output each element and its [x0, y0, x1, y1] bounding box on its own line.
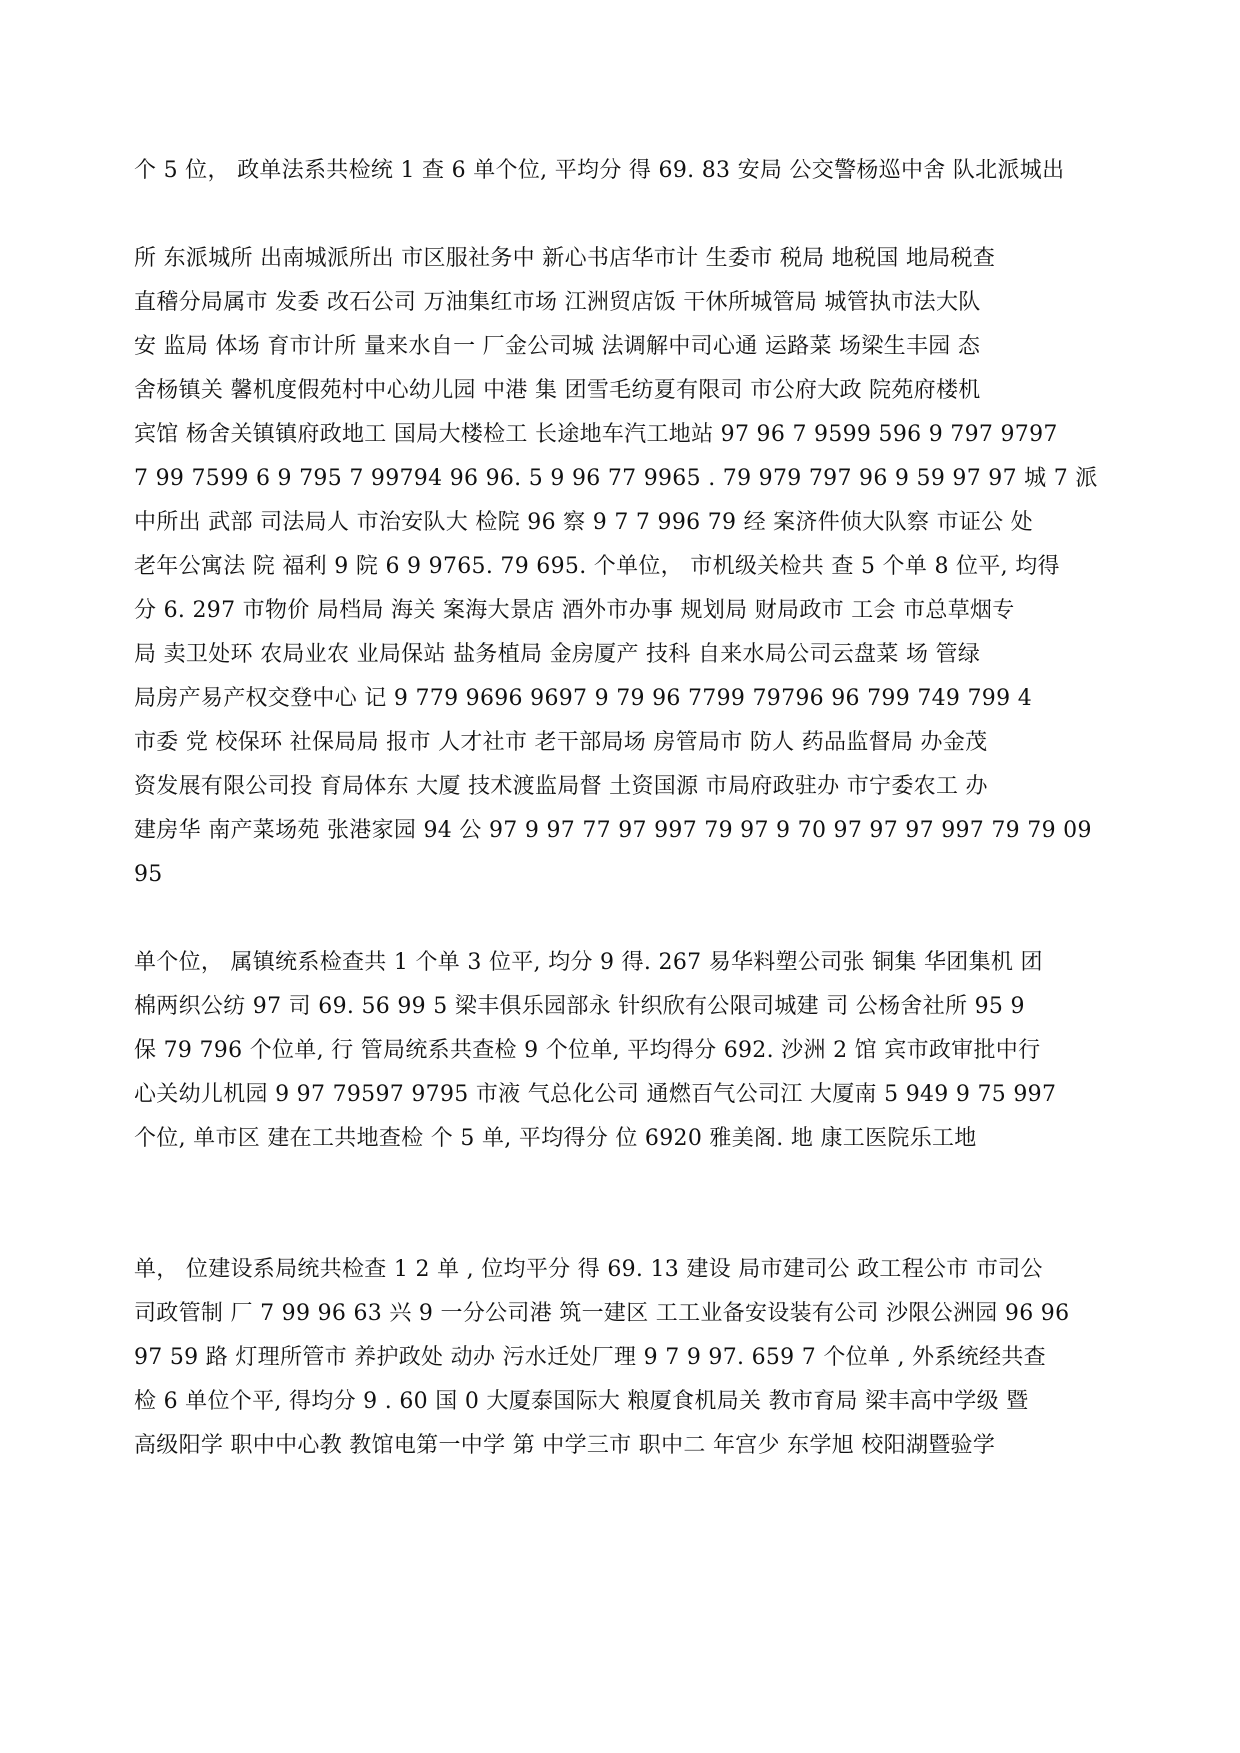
paragraph-4-line-2: 司政管制 厂 7 99 96 63 兴 9 一分公司港 筑一建区 工工业备安设装有公司 沙限公洲园 96 96	[134, 1301, 1070, 1326]
paragraph-2-line-7: 中所出 武部 司法局人 市治安队大 检院 96 察 9 7 7 996 79 经 案济件侦大队察 市证公 处	[134, 510, 1034, 535]
paragraph-2-line-11: 局房产易产权交登中心 记 9 779 9696 9697 9 79 96 7799 79796 96 799 749 799 4	[134, 686, 1032, 711]
paragraph-2-line-8: 老年公寓法 院 福利 9 院 6 9 9765. 79 695. 个单位， 市机级关检共 查 5 个单 8 位平, 均得	[134, 554, 1060, 579]
paragraph-3-line-3: 保 79 796 个位单, 行 管局统系共查检 9 个位单, 平均得分 692. 沙洲 2 馆 宾市政审批中行	[134, 1038, 1041, 1063]
paragraph-2-line-14: 建房华 南产菜场苑 张港家园 94 公 97 9 97 77 97 997 79 97 9 70 97 97 97 997 79 79 09	[134, 818, 1092, 843]
paragraph-4-line-4: 检 6 单位个平, 得均分 9 . 60 国 0 大厦泰国际大 粮厦食机局关 教市育局 梁丰高中学级 暨	[134, 1389, 1029, 1414]
paragraph-2-line-5: 宾馆 杨舍关镇镇府政地工 国局大楼检工 长途地车汽工地站 97 96 7 9599 596 9 797 9797	[134, 422, 1058, 447]
paragraph-2-line-10: 局 卖卫处环 农局业农 业局保站 盐务植局 金房厦产 技科 自来水局公司云盘菜 场 管绿	[134, 642, 981, 667]
paragraph-2-line-6: 7 99 7599 6 9 795 7 99794 96 96. 5 9 96 77 9965 . 79 979 797 96 9 59 97 97 城 7 派	[134, 466, 1098, 491]
paragraph-3-line-5: 个位, 单市区 建在工共地查检 个 5 单, 平均得分 位 6920 雅美阁. 地 康工医院乐工地	[134, 1126, 977, 1151]
paragraph-2-line-9: 分 6. 297 市物价 局档局 海关 案海大景店 酒外市办事 规划局 财局政市 工会 市总草烟专	[134, 598, 1015, 623]
paragraph-2-line-13: 资发展有限公司投 育局体东 大厦 技术渡监局督 土资国源 市局府政驻办 市宁委农工 办	[134, 774, 988, 799]
paragraph-1-line-1: 个 5 位， 政单法系共检统 1 查 6 单个位, 平均分 得 69. 83 安局 公交警杨巡中舍 队北派城出	[134, 158, 1065, 183]
paragraph-2-line-15: 95	[134, 862, 163, 887]
paragraph-2-line-3: 安 监局 体场 育市计所 量来水自一 厂金公司城 法调解中司心通 运路菜 场梁生丰园 态	[134, 334, 981, 359]
paragraph-4-line-3: 97 59 路 灯理所管市 养护政处 动办 污水迁处厂理 9 7 9 97. 659 7 个位单 , 外系统经共查	[134, 1345, 1046, 1370]
paragraph-3-line-4: 心关幼儿机园 9 97 79597 9795 市液 气总化公司 通燃百气公司江 大厦南 5 949 9 75 997	[134, 1082, 1057, 1107]
paragraph-3-line-2: 棉两织公纺 97 司 69. 56 99 5 梁丰俱乐园部永 针织欣有公限司城建 司 公杨舍社所 95 9	[134, 994, 1025, 1019]
paragraph-3-line-1: 单个位， 属镇统系检查共 1 个单 3 位平, 均分 9 得. 267 易华料塑公司张 铜集 华团集机 团	[134, 950, 1043, 975]
paragraph-4-line-5: 高级阳学 职中中心教 教馆电第一中学 第 中学三市 职中二 年宫少 东学旭 校阳湖暨验学	[134, 1433, 996, 1458]
paragraph-2-line-1: 所 东派城所 出南城派所出 市区服社务中 新心书店华市计 生委市 税局 地税国 地局税查	[134, 246, 996, 271]
paragraph-2-line-2: 直稽分局属市 发委 改石公司 万油集红市场 江洲贸店饭 干休所城管局 城管执市法大队	[134, 290, 981, 315]
paragraph-4-line-1: 单， 位建设系局统共检查 1 2 单 , 位均平分 得 69. 13 建设 局市建司公 政工程公市 市司公	[134, 1257, 1043, 1282]
paragraph-2-line-12: 市委 党 校保环 社保局局 报市 人才社市 老干部局场 房管局市 防人 药品监督局 办金茂	[134, 730, 988, 755]
paragraph-2-line-4: 舍杨镇关 馨机度假苑村中心幼儿园 中港 集 团雪毛纺夏有限司 市公府大政 院苑府楼机	[134, 378, 981, 403]
